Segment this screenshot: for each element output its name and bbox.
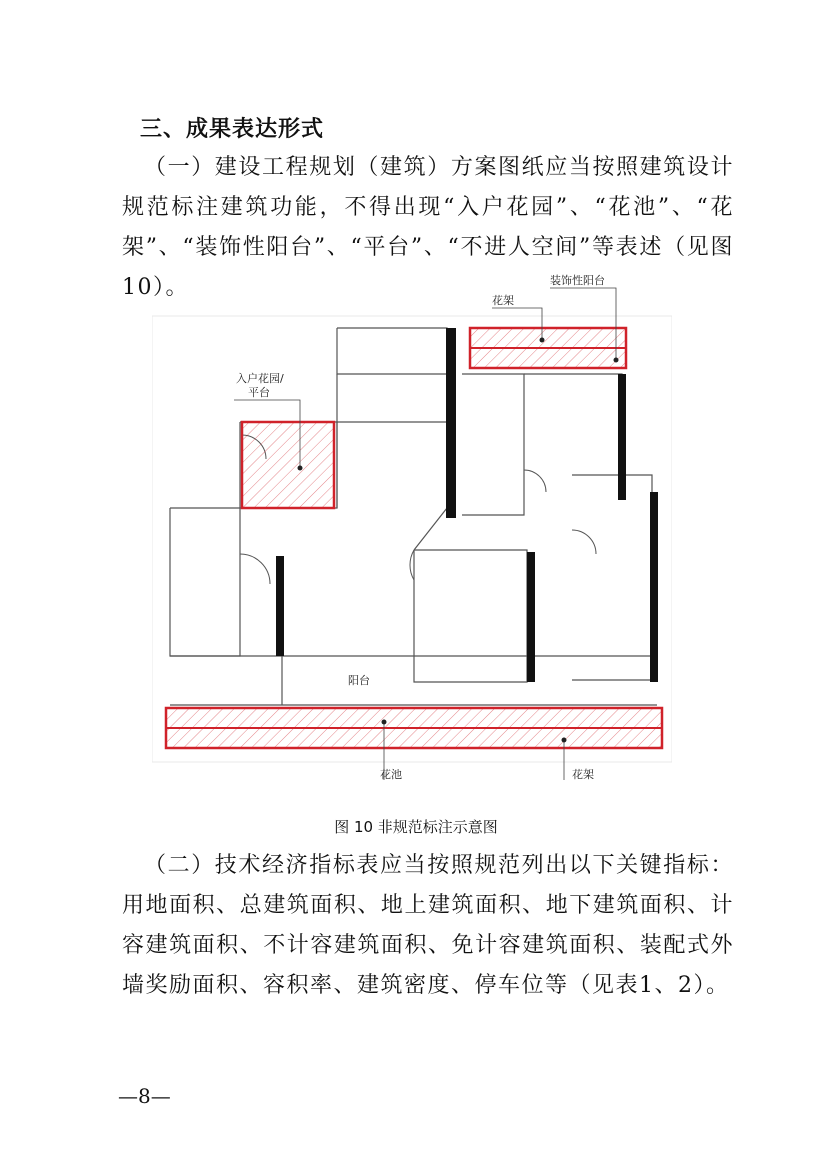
label-flower-rack-bottom: 花架	[572, 768, 594, 781]
label-flower-rack-top: 花架	[492, 294, 514, 307]
label-entrance-garden: 入户花园/	[236, 372, 284, 385]
paragraph-drawing-requirements: （一）建设工程规划（建筑）方案图纸应当按照建筑设计规范标注建筑功能，不得出现“入户花园”、“花池”、“花架”、“装饰性阳台”、“平台”、“不进人空间”等表述（见图10）。	[122, 155, 734, 300]
floor-plan-diagram	[152, 270, 672, 800]
label-decorative-balcony: 装饰性阳台	[550, 274, 605, 287]
paragraph-technical-indicators: （二）技术经济指标表应当按照规范列出以下关键指标：用地面积、总建筑面积、地上建筑面积、地下建筑面积、计容建筑面积、不计容建筑面积、免计容建筑面积、装配式外墙奖励面积、容积率、建筑密度、停车位等（见表1、2）。	[122, 853, 734, 998]
label-platform: 平台	[248, 386, 270, 399]
figure-caption: 图 10 非规范标注示意图	[334, 818, 498, 836]
label-flower-bed: 花池	[380, 768, 402, 781]
floor-plan-figure	[152, 270, 672, 800]
page-number: —8—	[118, 1084, 171, 1108]
label-balcony: 阳台	[348, 674, 370, 687]
section-heading: 三、成果表达形式	[140, 117, 325, 142]
entrance-garden-zone	[242, 422, 334, 508]
